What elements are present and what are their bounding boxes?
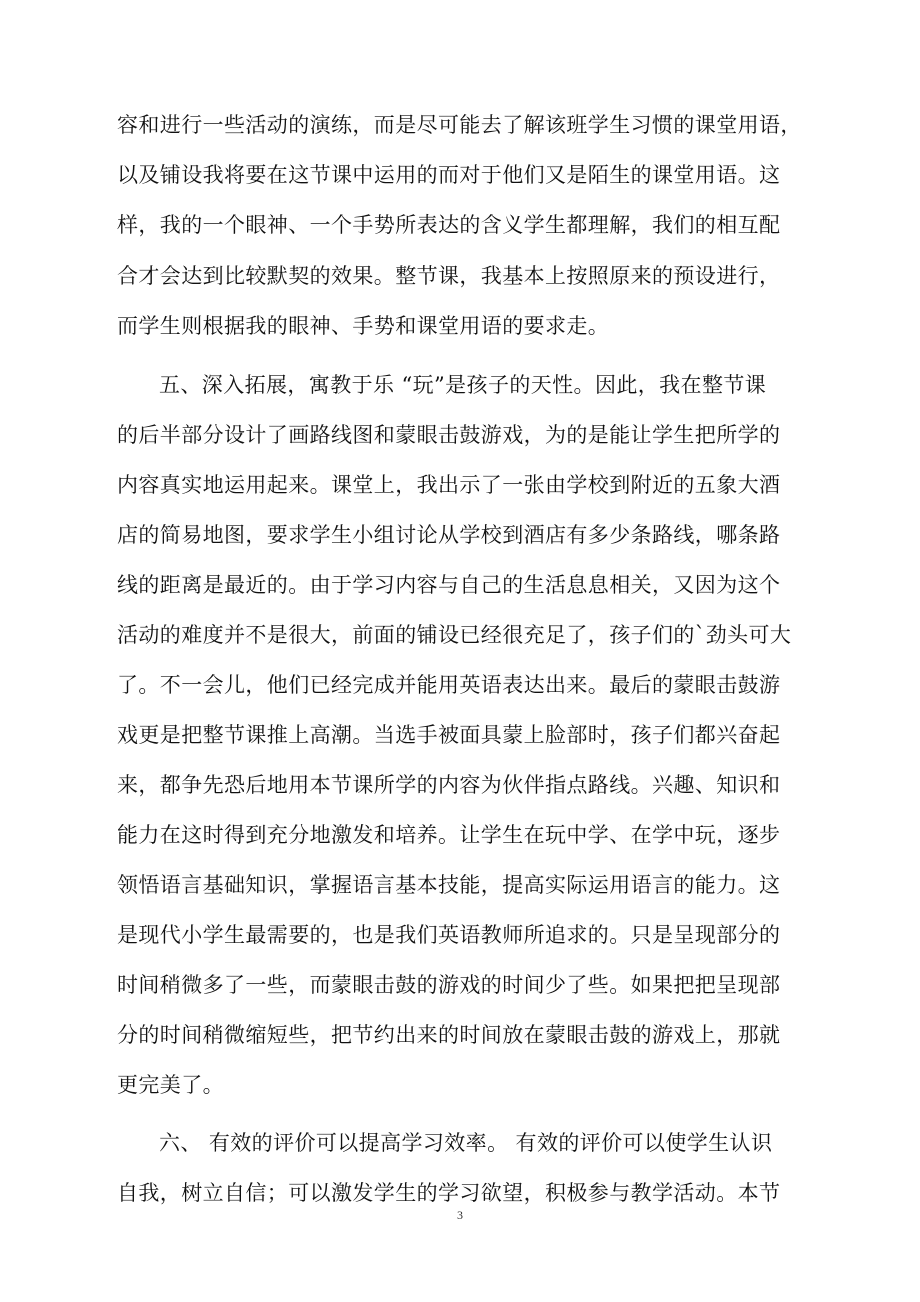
text-line: 更完美了。 — [117, 1073, 224, 1097]
text-line: 样，我的一个眼神、一个手势所表达的含义学生都理解，我们的相互配 — [117, 213, 781, 237]
text-line: 分的时间稍微缩短些，把节约出来的时间放在蒙眼击鼓的游戏上，那就 — [117, 1023, 781, 1047]
text-line: 了。不一会儿，他们已经完成并能用英语表达出来。最后的蒙眼击鼓游 — [117, 673, 781, 697]
text-line: 线的距离是最近的。由于学习内容与自己的生活息息相关，又因为这个 — [117, 573, 781, 597]
text-line: 戏更是把整节课推上高潮。当选手被面具蒙上脸部时，孩子们都兴奋起 — [117, 723, 781, 747]
text-line: 容和进行一些活动的演练，而是尽可能去了解该班学生习惯的课堂用语， — [117, 113, 802, 137]
paragraph-heading-5: 五、深入拓展，寓教于乐 “玩”是孩子的天性。因此，我在整节课 — [159, 373, 767, 397]
text-line: 时间稍微多了一些，而蒙眼击鼓的游戏的时间少了些。如果把把呈现部 — [117, 973, 781, 997]
text-line: 活动的难度并不是很大，前面的铺设已经很充足了，孩子们的`劲头可大 — [117, 623, 792, 647]
paragraph-heading-6: 六、 有效的评价可以提高学习效率。 有效的评价可以使学生认识 — [159, 1131, 773, 1155]
text-line: 能力在这时得到充分地激发和培养。让学生在玩中学、在学中玩，逐步 — [117, 823, 781, 847]
text-line: 的后半部分设计了画路线图和蒙眼击鼓游戏，为的是能让学生把所学的 — [117, 423, 781, 447]
text-line: 是现代小学生最需要的，也是我们英语教师所追求的。只是呈现部分的 — [117, 923, 781, 947]
text-line: 来，都争先恐后地用本节课所学的内容为伙伴指点路线。兴趣、知识和 — [117, 773, 781, 797]
text-line: 领悟语言基础知识，掌握语言基本技能，提高实际运用语言的能力。这 — [117, 873, 781, 897]
text-line: 自我，树立自信；可以激发学生的学习欲望，积极参与教学活动。本节 — [117, 1181, 781, 1205]
text-line: 内容真实地运用起来。课堂上，我出示了一张由学校到附近的五象大酒 — [117, 473, 781, 497]
page-number: 3 — [457, 1208, 463, 1222]
text-line: 合才会达到比较默契的效果。整节课，我基本上按照原来的预设进行， — [117, 264, 781, 288]
text-line: 以及铺设我将要在这节课中运用的而对于他们又是陌生的课堂用语。这 — [117, 163, 781, 187]
text-line: 而学生则根据我的眼神、手势和课堂用语的要求走。 — [117, 314, 610, 338]
text-line: 店的简易地图，要求学生小组讨论从学校到酒店有多少条路线，哪条路 — [117, 523, 781, 547]
